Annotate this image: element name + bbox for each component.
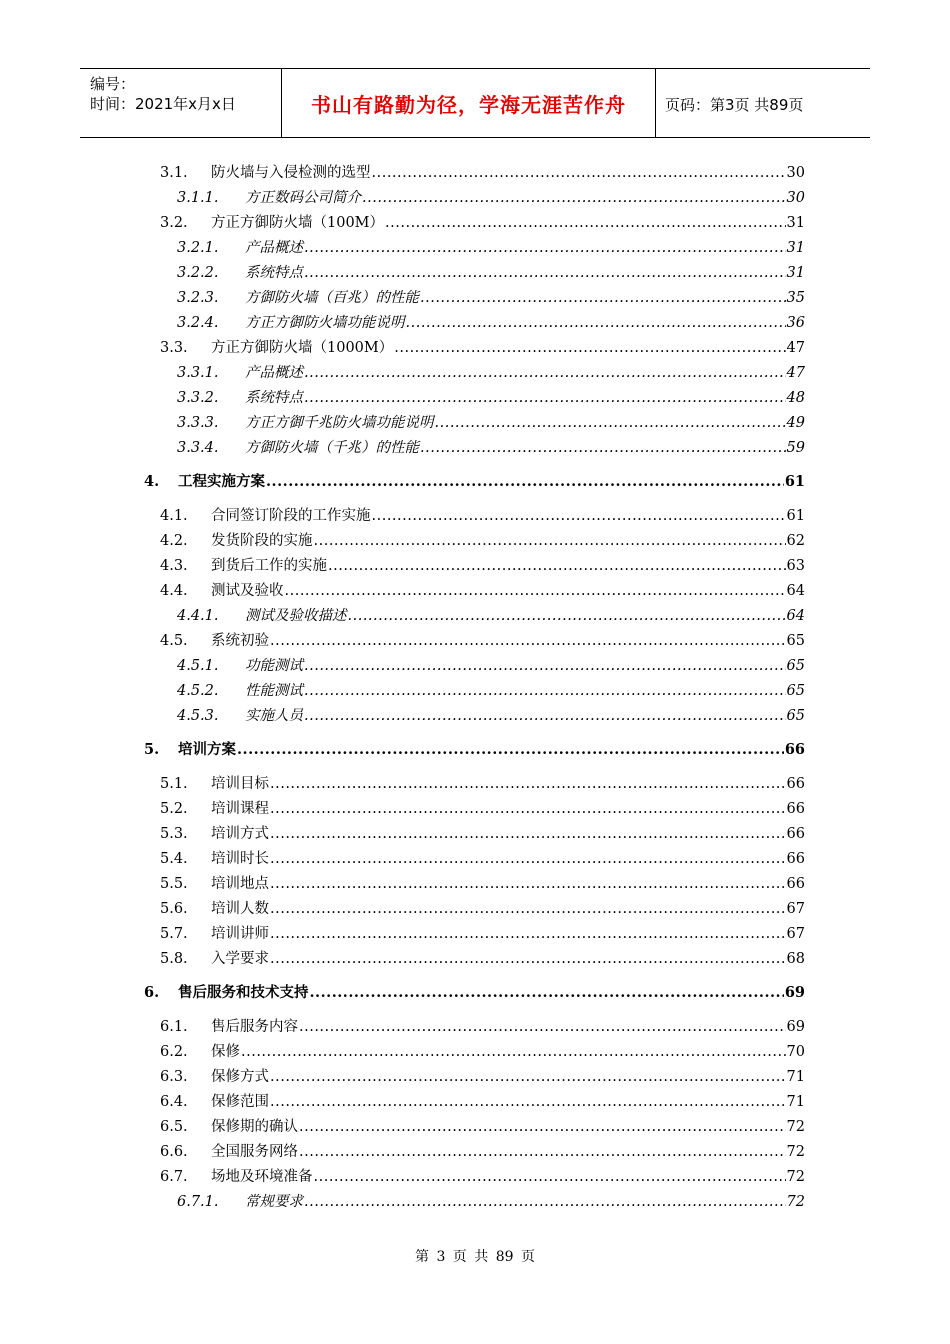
toc-leader	[304, 707, 786, 725]
toc-number: 5.8.	[160, 951, 188, 967]
toc-number: 4.4.	[160, 583, 188, 599]
toc-title: 测试及验收描述	[245, 608, 347, 624]
document-number-label: 编号：	[90, 75, 136, 93]
toc-number: 6.2.	[160, 1044, 188, 1060]
toc-number: 3.3.	[160, 340, 188, 356]
toc-entry[interactable]	[177, 703, 805, 725]
toc-number: 6.5.	[160, 1119, 188, 1135]
toc-page: 48	[786, 390, 805, 406]
toc-page: 70	[786, 1044, 805, 1060]
toc-number: 5.2.	[160, 801, 188, 817]
toc-number: 3.1.	[160, 165, 188, 181]
toc-title: 发货阶段的实施	[211, 533, 313, 549]
toc-page: 65	[786, 708, 805, 724]
toc-entry[interactable]	[160, 1164, 805, 1186]
toc-title: 培训课程	[211, 801, 269, 817]
toc-title: 常规要求	[245, 1194, 303, 1210]
toc-leader	[270, 1093, 786, 1111]
toc-title: 培训方案	[178, 741, 236, 758]
toc-leader	[241, 1043, 786, 1061]
toc-page: 47	[786, 365, 805, 381]
toc-leader	[270, 850, 786, 868]
toc-title: 场地及环境准备	[211, 1169, 313, 1185]
toc-page: 66	[786, 851, 805, 867]
toc-page: 66	[786, 876, 805, 892]
toc-entry[interactable]	[160, 1014, 805, 1036]
toc-entry[interactable]	[160, 871, 805, 893]
toc-leader	[304, 1193, 786, 1211]
toc-leader	[372, 507, 786, 525]
toc-title: 性能测试	[245, 683, 303, 699]
toc-page: 35	[786, 290, 805, 306]
toc-page: 61	[786, 508, 805, 524]
toc-page: 72	[786, 1119, 805, 1135]
toc-title: 方御防火墙（千兆）的性能	[245, 440, 419, 456]
toc-number: 5.3.	[160, 826, 188, 842]
toc-title: 培训方式	[211, 826, 269, 842]
toc-number: 4.5.2.	[177, 683, 219, 699]
toc-entry[interactable]	[177, 285, 805, 307]
toc-entry[interactable]	[160, 1039, 805, 1061]
toc-number: 3.2.3.	[177, 290, 219, 306]
toc-leader	[420, 289, 786, 307]
toc-leader	[270, 900, 786, 918]
toc-entry[interactable]	[160, 1139, 805, 1161]
toc-number: 3.3.3.	[177, 415, 219, 431]
toc-chapter[interactable]	[144, 980, 805, 1002]
toc-leader	[270, 800, 786, 818]
toc-title: 保修期的确认	[211, 1119, 298, 1135]
toc-title: 产品概述	[245, 240, 303, 256]
toc-leader	[304, 239, 786, 257]
toc-page: 47	[786, 340, 805, 356]
toc-leader	[385, 214, 786, 232]
toc-title: 入学要求	[211, 951, 269, 967]
toc-entry[interactable]	[160, 846, 805, 868]
toc-page: 36	[786, 315, 805, 331]
toc-leader	[270, 950, 786, 968]
toc-entry[interactable]	[177, 653, 805, 675]
toc-entry[interactable]	[160, 771, 805, 793]
toc-entry[interactable]	[177, 1189, 805, 1211]
toc-entry[interactable]	[160, 528, 805, 550]
toc-leader	[237, 741, 784, 759]
toc-leader	[270, 825, 786, 843]
toc-number: 5.4.	[160, 851, 188, 867]
toc-entry[interactable]	[177, 310, 805, 332]
toc-entry[interactable]	[160, 796, 805, 818]
toc-number: 4.5.3.	[177, 708, 219, 724]
toc-title: 售后服务内容	[211, 1019, 298, 1035]
toc-leader	[435, 414, 786, 432]
toc-title: 功能测试	[245, 658, 303, 674]
toc-entry[interactable]	[160, 160, 805, 182]
toc-number: 5.6.	[160, 901, 188, 917]
toc-number: 6.7.	[160, 1169, 188, 1185]
toc-entry[interactable]	[160, 821, 805, 843]
toc-entry[interactable]	[160, 946, 805, 968]
toc-entry[interactable]	[177, 360, 805, 382]
toc-page: 63	[786, 558, 805, 574]
toc-leader	[420, 439, 786, 457]
toc-page: 65	[786, 658, 805, 674]
header-page-number: 页码：第3页 共89页	[665, 96, 804, 114]
toc-leader	[299, 1118, 786, 1136]
toc-page: 31	[786, 265, 805, 281]
toc-title: 方正数码公司简介	[245, 190, 361, 206]
toc-entry[interactable]	[160, 1089, 805, 1111]
toc-page: 64	[786, 583, 805, 599]
toc-entry[interactable]	[160, 210, 805, 232]
toc-entry[interactable]	[177, 603, 805, 625]
toc-page: 72	[786, 1194, 805, 1210]
toc-leader	[304, 264, 786, 282]
toc-title: 方正方御防火墙（1000M）	[211, 340, 394, 356]
toc-page: 31	[786, 240, 805, 256]
toc-title: 培训目标	[211, 776, 269, 792]
toc-page: 69	[786, 1019, 805, 1035]
toc-number: 3.2.4.	[177, 315, 219, 331]
toc-title: 防火墙与入侵检测的选型	[211, 165, 371, 181]
toc-leader	[270, 1068, 786, 1086]
toc-entry[interactable]	[160, 921, 805, 943]
toc-number: 6.3.	[160, 1069, 188, 1085]
toc-entry[interactable]	[160, 335, 805, 357]
toc-page: 66	[786, 801, 805, 817]
toc-entry[interactable]	[177, 410, 805, 432]
toc-number: 4.	[144, 473, 160, 490]
toc-entry[interactable]	[160, 628, 805, 650]
toc-title: 培训地点	[211, 876, 269, 892]
toc-page: 67	[786, 901, 805, 917]
toc-title: 系统特点	[245, 390, 303, 406]
toc-entry[interactable]	[160, 1064, 805, 1086]
toc-number: 4.4.1.	[177, 608, 219, 624]
toc-title: 产品概述	[245, 365, 303, 381]
toc-title: 方正方御防火墙（100M）	[211, 215, 385, 231]
toc-number: 4.5.	[160, 633, 188, 649]
toc-page: 72	[786, 1144, 805, 1160]
toc-entry[interactable]	[177, 260, 805, 282]
toc-number: 5.	[144, 741, 160, 758]
toc-title: 测试及验收	[211, 583, 284, 599]
toc-page: 65	[786, 683, 805, 699]
toc-number: 6.4.	[160, 1094, 188, 1110]
toc-title: 方正方御防火墙功能说明	[245, 315, 405, 331]
toc-leader	[362, 189, 786, 207]
toc-number: 3.2.1.	[177, 240, 219, 256]
toc-entry[interactable]	[177, 678, 805, 700]
toc-page: 30	[786, 190, 805, 206]
toc-leader	[406, 314, 786, 332]
toc-title: 全国服务网络	[211, 1144, 298, 1160]
toc-title: 保修范围	[211, 1094, 269, 1110]
toc-title: 系统特点	[245, 265, 303, 281]
toc-leader	[372, 164, 786, 182]
toc-title: 工程实施方案	[178, 473, 265, 490]
toc-page: 59	[786, 440, 805, 456]
toc-number: 5.1.	[160, 776, 188, 792]
toc-chapter[interactable]	[144, 469, 805, 491]
toc-page: 66	[786, 826, 805, 842]
toc-number: 6.	[144, 984, 160, 1001]
toc-number: 4.2.	[160, 533, 188, 549]
toc-leader	[348, 607, 786, 625]
toc-title: 到货后工作的实施	[211, 558, 327, 574]
toc-page: 66	[784, 741, 805, 758]
toc-entry[interactable]	[160, 578, 805, 600]
toc-title: 培训时长	[211, 851, 269, 867]
toc-number: 6.1.	[160, 1019, 188, 1035]
toc-title: 方正方御千兆防火墙功能说明	[245, 415, 434, 431]
toc-leader	[328, 557, 786, 575]
toc-entry[interactable]	[160, 1114, 805, 1136]
toc-leader	[299, 1018, 786, 1036]
toc-number: 3.2.2.	[177, 265, 219, 281]
toc-page: 61	[784, 473, 805, 490]
toc-entry[interactable]	[160, 896, 805, 918]
toc-title: 保修方式	[211, 1069, 269, 1085]
toc-title: 系统初验	[211, 633, 269, 649]
toc-page: 66	[786, 776, 805, 792]
toc-entry[interactable]	[160, 503, 805, 525]
toc-number: 5.7.	[160, 926, 188, 942]
document-date-label: 时间：2021年x月x日	[90, 95, 236, 113]
toc-entry[interactable]	[177, 385, 805, 407]
toc-number: 3.1.1.	[177, 190, 219, 206]
toc-leader	[304, 389, 786, 407]
toc-page: 62	[786, 533, 805, 549]
toc-number: 3.2.	[160, 215, 188, 231]
toc-page: 69	[784, 984, 805, 1001]
toc-leader	[270, 925, 786, 943]
toc-number: 3.3.1.	[177, 365, 219, 381]
toc-title: 合同签订阶段的工作实施	[211, 508, 371, 524]
toc-leader	[270, 875, 786, 893]
toc-number: 4.3.	[160, 558, 188, 574]
toc-number: 4.5.1.	[177, 658, 219, 674]
toc-leader	[270, 632, 786, 650]
toc-leader	[266, 473, 784, 491]
toc-entry[interactable]	[177, 235, 805, 257]
toc-leader	[304, 657, 786, 675]
toc-leader	[304, 364, 786, 382]
toc-chapter[interactable]	[144, 737, 805, 759]
toc-number: 6.7.1.	[177, 1194, 219, 1210]
toc-leader	[314, 532, 786, 550]
toc-number: 6.6.	[160, 1144, 188, 1160]
toc-leader	[314, 1168, 786, 1186]
toc-number: 3.3.4.	[177, 440, 219, 456]
page-footer: 第 3 页 共 89 页	[415, 1249, 535, 1265]
toc-page: 65	[786, 633, 805, 649]
toc-leader	[270, 775, 786, 793]
toc-title: 实施人员	[245, 708, 303, 724]
toc-title: 培训讲师	[211, 926, 269, 942]
toc-title: 方御防火墙（百兆）的性能	[245, 290, 419, 306]
toc-leader	[285, 582, 786, 600]
toc-page: 68	[786, 951, 805, 967]
toc-leader	[299, 1143, 786, 1161]
toc-leader	[310, 984, 784, 1002]
toc-title: 售后服务和技术支持	[178, 984, 309, 1001]
toc-page: 30	[786, 165, 805, 181]
toc-leader	[304, 682, 786, 700]
toc-page: 64	[786, 608, 805, 624]
toc-number: 3.3.2.	[177, 390, 219, 406]
toc-entry[interactable]	[160, 553, 805, 575]
toc-page: 49	[786, 415, 805, 431]
toc-title: 培训人数	[211, 901, 269, 917]
toc-title: 保修	[211, 1044, 240, 1060]
toc-entry[interactable]	[177, 185, 805, 207]
toc-page: 71	[786, 1069, 805, 1085]
toc-page: 67	[786, 926, 805, 942]
toc-page: 72	[786, 1169, 805, 1185]
toc-number: 5.5.	[160, 876, 188, 892]
header-motto: 书山有路勤为径，学海无涯苦作舟	[311, 93, 626, 117]
toc-page: 31	[786, 215, 805, 231]
toc-number: 4.1.	[160, 508, 188, 524]
toc-entry[interactable]	[177, 435, 805, 457]
toc-page: 71	[786, 1094, 805, 1110]
toc-leader	[394, 339, 785, 357]
